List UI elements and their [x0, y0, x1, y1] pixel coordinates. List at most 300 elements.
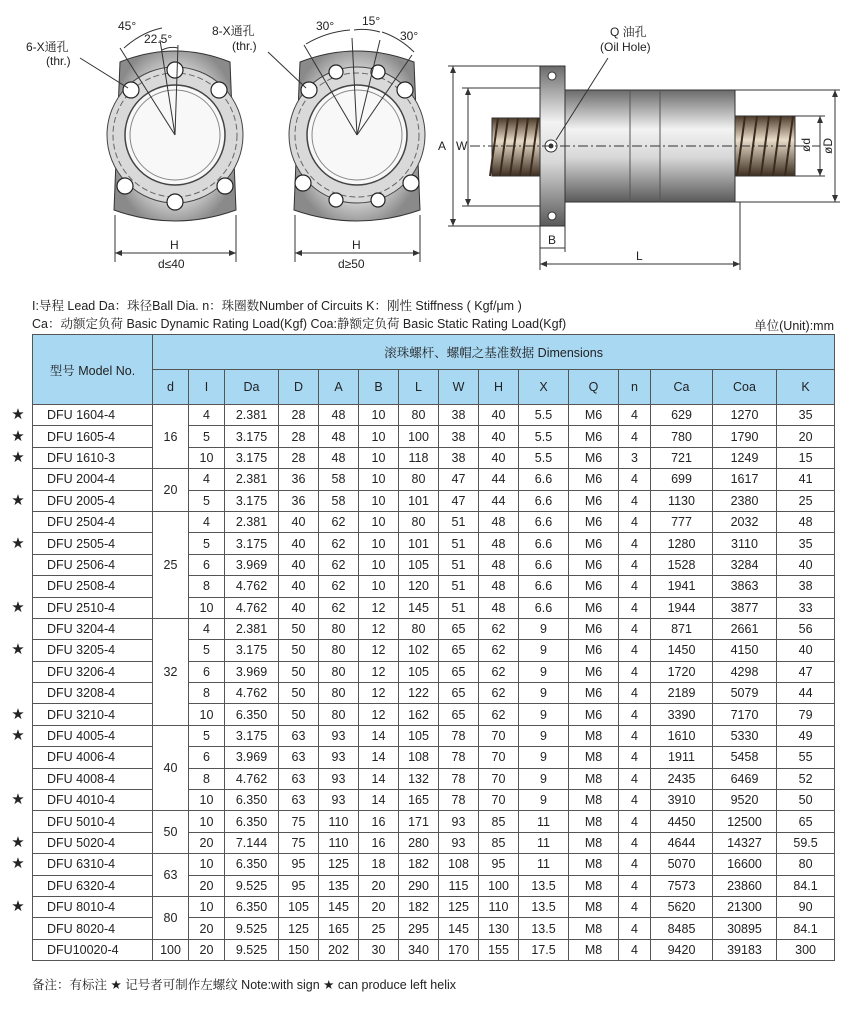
cell-w: 38: [439, 426, 479, 447]
cell-ca: 3390: [651, 704, 713, 725]
cell-k: 40: [777, 640, 835, 661]
cell-a: 48: [319, 405, 359, 426]
cell-n: 4: [619, 683, 651, 704]
column-header-ca: Ca: [651, 370, 713, 405]
cell-w: 78: [439, 725, 479, 746]
cell-coa: 14327: [713, 832, 777, 853]
cell-b: 14: [359, 725, 399, 746]
cell-da: 3.175: [225, 640, 279, 661]
left-caption: d≤40: [158, 257, 185, 271]
mid-thr-label: (thr.): [232, 39, 257, 53]
cell-da: 9.525: [225, 918, 279, 939]
cell-d: 40: [279, 554, 319, 575]
cell-a: 62: [319, 554, 359, 575]
cell-h: 100: [479, 875, 519, 896]
cell-b: 10: [359, 447, 399, 468]
table-row: [33, 405, 835, 426]
dim-l-label: L: [636, 249, 643, 263]
cell-q: M6: [569, 490, 619, 511]
cell-l: 80: [399, 405, 439, 426]
cell-i: 10: [189, 811, 225, 832]
cell-n: 4: [619, 640, 651, 661]
cell-k: 52: [777, 768, 835, 789]
cell-a: 62: [319, 576, 359, 597]
table-row: [33, 618, 835, 639]
cell-k: 65: [777, 811, 835, 832]
cell-coa: 3110: [713, 533, 777, 554]
cell-ca: 777: [651, 511, 713, 532]
cell-i: 20: [189, 939, 225, 960]
cell-coa: 23860: [713, 875, 777, 896]
model-cell: DFU 4008-4: [33, 768, 153, 789]
cell-q: M6: [569, 511, 619, 532]
cell-b: 10: [359, 405, 399, 426]
cell-n: 4: [619, 725, 651, 746]
cell-i: 10: [189, 597, 225, 618]
cell-x: 9: [519, 768, 569, 789]
model-cell: DFU 3205-4: [33, 640, 153, 661]
cell-n: 4: [619, 554, 651, 575]
cell-k: 20: [777, 426, 835, 447]
cell-w: 51: [439, 597, 479, 618]
cell-b: 10: [359, 469, 399, 490]
cell-k: 300: [777, 939, 835, 960]
cell-n: 4: [619, 426, 651, 447]
cell-a: 80: [319, 704, 359, 725]
table-row: [33, 811, 835, 832]
cell-b: 12: [359, 683, 399, 704]
cell-b: 12: [359, 640, 399, 661]
cell-w: 51: [439, 576, 479, 597]
cell-w: 108: [439, 854, 479, 875]
d-cell: 100: [153, 939, 189, 960]
cell-coa: 3284: [713, 554, 777, 575]
oil-hole-label: Q 油孔: [610, 25, 647, 39]
cell-ca: 780: [651, 426, 713, 447]
cell-k: 48: [777, 511, 835, 532]
cell-q: M8: [569, 896, 619, 917]
cell-h: 48: [479, 576, 519, 597]
cell-i: 6: [189, 661, 225, 682]
cell-h: 85: [479, 811, 519, 832]
mid-hole-label: 8-X通孔: [212, 24, 255, 38]
cell-h: 110: [479, 896, 519, 917]
cell-x: 5.5: [519, 447, 569, 468]
cell-n: 4: [619, 747, 651, 768]
cell-h: 70: [479, 725, 519, 746]
cell-k: 35: [777, 405, 835, 426]
cell-da: 6.350: [225, 811, 279, 832]
cell-n: 4: [619, 832, 651, 853]
model-cell: DFU 1604-4: [33, 405, 153, 426]
cell-i: 5: [189, 533, 225, 554]
cell-da: 9.525: [225, 875, 279, 896]
cell-n: 4: [619, 533, 651, 554]
cell-b: 16: [359, 832, 399, 853]
cell-ca: 629: [651, 405, 713, 426]
d-cell: 16: [153, 405, 189, 469]
cell-h: 95: [479, 854, 519, 875]
model-cell: DFU 4005-4: [33, 725, 153, 746]
cell-coa: 5330: [713, 725, 777, 746]
spec-table-body: [33, 405, 835, 961]
left-helix-star-icon: ★: [11, 406, 25, 424]
cell-b: 25: [359, 918, 399, 939]
cell-b: 12: [359, 618, 399, 639]
cell-a: 48: [319, 447, 359, 468]
model-cell: DFU 6320-4: [33, 875, 153, 896]
cell-b: 14: [359, 790, 399, 811]
cell-l: 100: [399, 426, 439, 447]
column-header-da: Da: [225, 370, 279, 405]
cell-k: 47: [777, 661, 835, 682]
cell-da: 4.762: [225, 576, 279, 597]
cell-w: 51: [439, 533, 479, 554]
cell-b: 12: [359, 661, 399, 682]
cell-a: 58: [319, 490, 359, 511]
cell-x: 13.5: [519, 918, 569, 939]
cell-i: 4: [189, 469, 225, 490]
cell-k: 84.1: [777, 918, 835, 939]
cell-ca: 2435: [651, 768, 713, 789]
column-header-a: A: [319, 370, 359, 405]
model-cell: DFU 8010-4: [33, 896, 153, 917]
cell-q: M8: [569, 768, 619, 789]
cell-a: 202: [319, 939, 359, 960]
oil-hole-label-en: (Oil Hole): [600, 40, 651, 54]
cell-h: 130: [479, 918, 519, 939]
cell-b: 20: [359, 875, 399, 896]
cell-x: 6.6: [519, 554, 569, 575]
cell-h: 70: [479, 790, 519, 811]
cell-x: 9: [519, 640, 569, 661]
cell-da: 6.350: [225, 896, 279, 917]
cell-a: 80: [319, 683, 359, 704]
note-star-icon-2: ★: [323, 978, 335, 992]
cell-a: 165: [319, 918, 359, 939]
cell-q: M6: [569, 597, 619, 618]
cell-i: 5: [189, 426, 225, 447]
cell-q: M8: [569, 832, 619, 853]
cell-d: 50: [279, 640, 319, 661]
cell-w: 65: [439, 704, 479, 725]
spec-table: [32, 334, 835, 961]
cell-h: 40: [479, 405, 519, 426]
cell-n: 4: [619, 768, 651, 789]
model-cell: DFU 3206-4: [33, 661, 153, 682]
cell-b: 14: [359, 768, 399, 789]
cell-l: 101: [399, 533, 439, 554]
note-middle: 记号者可制作左螺纹 Note:with sign: [125, 978, 320, 992]
cell-i: 4: [189, 511, 225, 532]
model-cell: DFU 3210-4: [33, 704, 153, 725]
cell-i: 5: [189, 490, 225, 511]
cell-ca: 721: [651, 447, 713, 468]
cell-ca: 1944: [651, 597, 713, 618]
cell-w: 38: [439, 447, 479, 468]
cell-i: 8: [189, 768, 225, 789]
cell-d: 40: [279, 511, 319, 532]
column-header-q: Q: [569, 370, 619, 405]
cell-k: 50: [777, 790, 835, 811]
left-helix-star-icon: ★: [11, 427, 25, 445]
cell-k: 15: [777, 447, 835, 468]
cell-x: 6.6: [519, 576, 569, 597]
cell-l: 120: [399, 576, 439, 597]
model-cell: DFU 3208-4: [33, 683, 153, 704]
cell-i: 10: [189, 704, 225, 725]
model-cell: DFU 2004-4: [33, 469, 153, 490]
cell-ca: 1280: [651, 533, 713, 554]
cell-l: 340: [399, 939, 439, 960]
cell-d: 75: [279, 811, 319, 832]
cell-d: 36: [279, 490, 319, 511]
cell-w: 65: [439, 618, 479, 639]
cell-q: M8: [569, 939, 619, 960]
cell-w: 170: [439, 939, 479, 960]
note-suffix: can produce left helix: [337, 978, 457, 992]
dim-a-label: A: [438, 139, 447, 153]
left-helix-star-icon: ★: [11, 727, 25, 745]
cell-d: 105: [279, 896, 319, 917]
cell-w: 93: [439, 811, 479, 832]
cell-a: 80: [319, 618, 359, 639]
cell-k: 25: [777, 490, 835, 511]
cell-h: 48: [479, 511, 519, 532]
flange-front-view-6-hole: [26, 19, 243, 271]
d-cell: 50: [153, 811, 189, 854]
cell-l: 105: [399, 554, 439, 575]
cell-d: 28: [279, 426, 319, 447]
cell-h: 48: [479, 597, 519, 618]
cell-x: 9: [519, 790, 569, 811]
cell-coa: 4298: [713, 661, 777, 682]
cell-da: 9.525: [225, 939, 279, 960]
cell-q: M8: [569, 790, 619, 811]
cell-w: 145: [439, 918, 479, 939]
cell-x: 6.6: [519, 469, 569, 490]
cell-d: 63: [279, 768, 319, 789]
cell-i: 10: [189, 447, 225, 468]
cell-k: 49: [777, 725, 835, 746]
cell-x: 6.6: [519, 533, 569, 554]
cell-da: 3.175: [225, 533, 279, 554]
cell-ca: 4644: [651, 832, 713, 853]
technical-drawings: [0, 0, 850, 290]
cell-w: 38: [439, 405, 479, 426]
cell-n: 4: [619, 490, 651, 511]
cell-q: M8: [569, 747, 619, 768]
footnote: [32, 975, 456, 993]
column-header-k: K: [777, 370, 835, 405]
cell-ca: 5070: [651, 854, 713, 875]
cell-x: 13.5: [519, 896, 569, 917]
cell-k: 90: [777, 896, 835, 917]
column-header-w: W: [439, 370, 479, 405]
cell-i: 8: [189, 683, 225, 704]
cell-k: 55: [777, 747, 835, 768]
cell-q: M6: [569, 661, 619, 682]
cell-ca: 1941: [651, 576, 713, 597]
cell-a: 110: [319, 832, 359, 853]
cell-coa: 2661: [713, 618, 777, 639]
cell-i: 20: [189, 875, 225, 896]
cell-ca: 4450: [651, 811, 713, 832]
cell-i: 8: [189, 576, 225, 597]
cell-i: 4: [189, 618, 225, 639]
left-hole-label: 6-X通孔: [26, 40, 69, 54]
cell-k: 59.5: [777, 832, 835, 853]
cell-w: 115: [439, 875, 479, 896]
cell-d: 50: [279, 661, 319, 682]
cell-da: 4.762: [225, 768, 279, 789]
cell-n: 3: [619, 447, 651, 468]
cell-ca: 7573: [651, 875, 713, 896]
cell-da: 4.762: [225, 683, 279, 704]
cell-i: 10: [189, 854, 225, 875]
d-cell: 80: [153, 896, 189, 939]
cell-b: 10: [359, 511, 399, 532]
left-thr-label: (thr.): [46, 54, 71, 68]
cell-n: 4: [619, 918, 651, 939]
cell-a: 80: [319, 661, 359, 682]
cell-da: 3.175: [225, 725, 279, 746]
cell-a: 145: [319, 896, 359, 917]
cell-h: 48: [479, 554, 519, 575]
cell-a: 80: [319, 640, 359, 661]
model-cell: DFU 1610-3: [33, 447, 153, 468]
cell-d: 36: [279, 469, 319, 490]
model-cell: DFU 1605-4: [33, 426, 153, 447]
model-cell: DFU 5010-4: [33, 811, 153, 832]
model-cell: DFU 2005-4: [33, 490, 153, 511]
cell-a: 93: [319, 725, 359, 746]
cell-x: 9: [519, 747, 569, 768]
cell-coa: 3863: [713, 576, 777, 597]
cell-x: 11: [519, 832, 569, 853]
cell-a: 110: [319, 811, 359, 832]
cell-d: 50: [279, 704, 319, 725]
cell-q: M6: [569, 405, 619, 426]
column-header-coa: Coa: [713, 370, 777, 405]
cell-n: 4: [619, 576, 651, 597]
left-helix-star-icon: ★: [11, 598, 25, 616]
cell-w: 65: [439, 683, 479, 704]
column-header-d: d: [153, 370, 189, 405]
model-cell: DFU 8020-4: [33, 918, 153, 939]
cell-coa: 16600: [713, 854, 777, 875]
cell-q: M8: [569, 875, 619, 896]
cell-d: 150: [279, 939, 319, 960]
cell-l: 165: [399, 790, 439, 811]
cell-l: 182: [399, 854, 439, 875]
column-header-l: L: [399, 370, 439, 405]
cell-x: 6.6: [519, 597, 569, 618]
cell-x: 9: [519, 661, 569, 682]
cell-l: 101: [399, 490, 439, 511]
cell-x: 17.5: [519, 939, 569, 960]
model-header: 型号 Model No.: [33, 335, 153, 405]
cell-n: 4: [619, 597, 651, 618]
cell-l: 132: [399, 768, 439, 789]
nut-side-view: [438, 24, 840, 270]
cell-h: 62: [479, 683, 519, 704]
table-row: [33, 854, 835, 875]
table-row: [33, 896, 835, 917]
cell-h: 44: [479, 490, 519, 511]
cell-b: 12: [359, 597, 399, 618]
cell-l: 80: [399, 618, 439, 639]
dim-d-small-label: ød: [799, 137, 813, 152]
cell-da: 3.969: [225, 747, 279, 768]
table-row: [33, 725, 835, 746]
cell-d: 28: [279, 447, 319, 468]
cell-ca: 1911: [651, 747, 713, 768]
cell-n: 4: [619, 896, 651, 917]
cell-a: 93: [319, 768, 359, 789]
cell-h: 62: [479, 704, 519, 725]
cell-n: 4: [619, 811, 651, 832]
cell-h: 155: [479, 939, 519, 960]
cell-da: 6.350: [225, 854, 279, 875]
cell-q: M6: [569, 533, 619, 554]
cell-d: 125: [279, 918, 319, 939]
cell-coa: 2032: [713, 511, 777, 532]
cell-b: 30: [359, 939, 399, 960]
cell-n: 4: [619, 405, 651, 426]
left-helix-star-icon: ★: [11, 641, 25, 659]
left-helix-star-icon: ★: [11, 898, 25, 916]
table-row: [33, 469, 835, 490]
cell-coa: 1617: [713, 469, 777, 490]
column-header-b: B: [359, 370, 399, 405]
model-cell: DFU10020-4: [33, 939, 153, 960]
cell-n: 4: [619, 511, 651, 532]
cell-q: M8: [569, 918, 619, 939]
cell-w: 51: [439, 554, 479, 575]
cell-ca: 1720: [651, 661, 713, 682]
cell-b: 10: [359, 426, 399, 447]
cell-h: 62: [479, 661, 519, 682]
cell-ca: 699: [651, 469, 713, 490]
cell-a: 48: [319, 426, 359, 447]
cell-d: 40: [279, 576, 319, 597]
cell-coa: 2380: [713, 490, 777, 511]
cell-coa: 1790: [713, 426, 777, 447]
cell-l: 280: [399, 832, 439, 853]
cell-w: 65: [439, 661, 479, 682]
table-row: [33, 511, 835, 532]
cell-w: 51: [439, 511, 479, 532]
cell-l: 105: [399, 661, 439, 682]
cell-da: 7.144: [225, 832, 279, 853]
cell-q: M8: [569, 854, 619, 875]
left-helix-star-icon: ★: [11, 855, 25, 873]
cell-w: 93: [439, 832, 479, 853]
cell-coa: 3877: [713, 597, 777, 618]
d-cell: 40: [153, 725, 189, 811]
cell-x: 6.6: [519, 511, 569, 532]
model-cell: DFU 2504-4: [33, 511, 153, 532]
cell-coa: 39183: [713, 939, 777, 960]
cell-coa: 1270: [713, 405, 777, 426]
column-header-d: D: [279, 370, 319, 405]
note-star-icon: ★: [110, 978, 122, 992]
cell-d: 75: [279, 832, 319, 853]
cell-coa: 6469: [713, 768, 777, 789]
cell-d: 63: [279, 725, 319, 746]
model-cell: DFU 5020-4: [33, 832, 153, 853]
